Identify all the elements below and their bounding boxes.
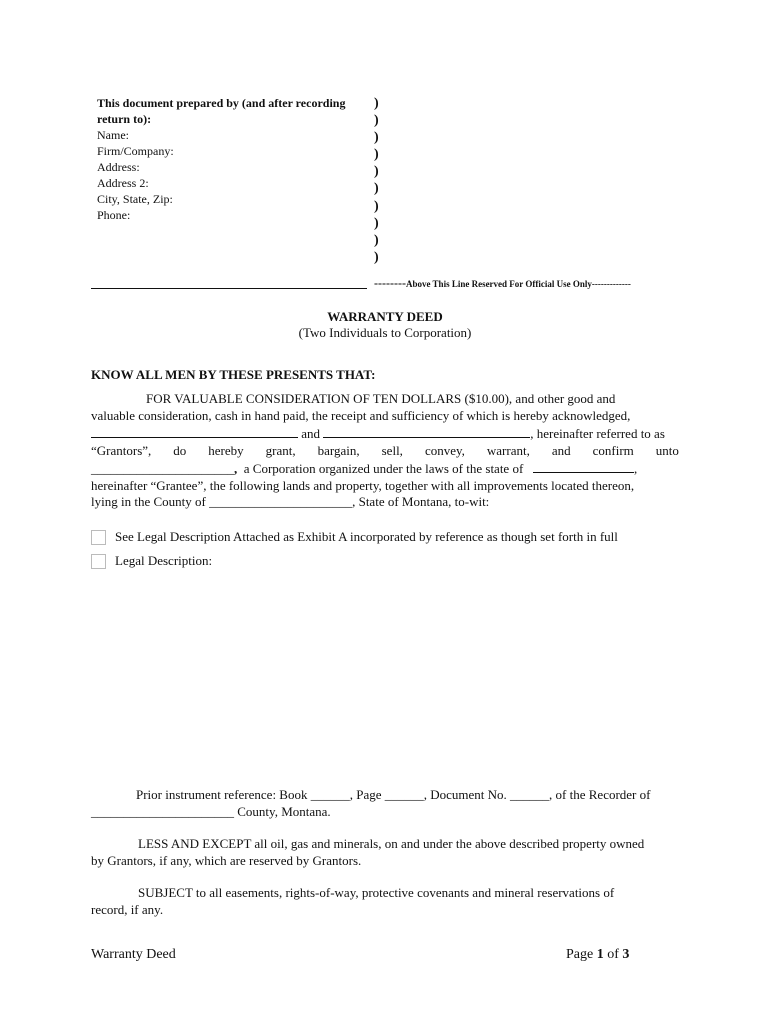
preparer-city-label: City, State, Zip: bbox=[97, 192, 173, 206]
document-subtitle: (Two Individuals to Corporation) bbox=[298, 325, 472, 340]
word: do bbox=[173, 442, 187, 458]
consideration-line-7 bbox=[91, 494, 679, 511]
subject-line-1: SUBJECT to all easements, rights-of-way, protective covenants and mineral reservations of bbox=[138, 885, 615, 900]
notice-dashes-left: -------- bbox=[374, 276, 406, 290]
document-title: WARRANTY DEED bbox=[327, 309, 443, 324]
state-blank[interactable] bbox=[533, 459, 634, 473]
preparer-heading: This document prepared by (and after recording bbox=[97, 96, 346, 110]
subject-line-2: record, if any. bbox=[91, 901, 164, 917]
grantee-comma: , bbox=[234, 461, 238, 476]
word: “Grantors”, bbox=[91, 442, 152, 458]
consideration-line-4 bbox=[91, 443, 679, 460]
bracket-paren: ) bbox=[374, 130, 379, 146]
bracket-paren: ) bbox=[374, 164, 379, 180]
consideration-text: FOR VALUABLE CONSIDERATION OF TEN DOLLARS ($10.00), and other good and bbox=[146, 391, 616, 406]
preparer-address-label: Address: bbox=[97, 160, 140, 174]
word: hereby bbox=[208, 442, 244, 458]
word: sell, bbox=[381, 442, 403, 458]
preparer-address2-label: Address 2: bbox=[97, 176, 149, 190]
legal-description-option[interactable] bbox=[91, 553, 212, 569]
prior-instrument-paragraph bbox=[91, 787, 679, 820]
recording-bracket bbox=[374, 95, 379, 266]
bracket-paren: ) bbox=[374, 113, 379, 129]
word: unto bbox=[655, 442, 679, 458]
exhibit-a-option[interactable] bbox=[91, 529, 618, 545]
know-all-men-heading: KNOW ALL MEN BY THESE PRESENTS THAT: bbox=[91, 367, 376, 382]
consideration-line-5 bbox=[91, 459, 679, 478]
referred-text: , hereinafter referred to as bbox=[530, 426, 665, 441]
exhibit-a-checkbox[interactable] bbox=[91, 530, 106, 545]
grantor-1-blank[interactable] bbox=[91, 424, 298, 438]
prior-line-1: Prior instrument reference: Book ______, Page ______, Document No. ______, of the Recorder of bbox=[136, 787, 651, 802]
and-text: and bbox=[301, 426, 321, 441]
prior-line-2: ______________________ County, Montana. bbox=[91, 803, 331, 819]
recording-divider-line bbox=[91, 288, 367, 289]
preparer-heading-return: return to): bbox=[97, 112, 152, 126]
word: confirm bbox=[592, 442, 634, 458]
of-word: of bbox=[607, 947, 619, 962]
preparer-name-label: Name: bbox=[97, 128, 129, 142]
bracket-paren: ) bbox=[374, 147, 379, 163]
notice-text: Above This Line Reserved For Official Use Only bbox=[405, 279, 592, 289]
bracket-paren: ) bbox=[374, 96, 379, 111]
consideration-line-6: hereinafter “Grantee”, the following lands and property, together with all improvements located thereon, bbox=[91, 477, 635, 493]
less-except-line-2: by Grantors, if any, which are reserved by Grantors. bbox=[91, 852, 362, 868]
consideration-line-2: valuable consideration, cash in hand paid, the receipt and sufficiency of which is hereby acknowledged, bbox=[91, 407, 631, 423]
subject-to-paragraph bbox=[91, 885, 679, 918]
preparer-block bbox=[97, 95, 372, 223]
bracket-paren: ) bbox=[374, 198, 379, 214]
document-title-block bbox=[0, 309, 770, 341]
bracket-paren: ) bbox=[374, 249, 379, 265]
grantee-blank[interactable]: ______________________ bbox=[91, 461, 234, 476]
consideration-line-1 bbox=[91, 391, 679, 408]
word: and bbox=[551, 442, 571, 458]
preparer-firm-label: Firm/Company: bbox=[97, 144, 174, 158]
word: convey, bbox=[424, 442, 465, 458]
notice-dashes-right: ------------- bbox=[591, 279, 631, 289]
word: warrant, bbox=[486, 442, 530, 458]
legal-description-label: Legal Description: bbox=[115, 553, 213, 568]
bracket-paren: ) bbox=[374, 232, 379, 248]
state-montana-text: , State of Montana, to-wit: bbox=[352, 494, 490, 509]
county-blank[interactable]: ______________________ bbox=[209, 494, 353, 509]
county-label: lying in the County of bbox=[91, 494, 206, 509]
consideration-paragraph bbox=[91, 391, 679, 511]
consideration-line-3 bbox=[91, 424, 679, 443]
legal-description-checkbox[interactable] bbox=[91, 554, 106, 569]
less-except-line-1: LESS AND EXCEPT all oil, gas and minerals, on and under the above described property owned bbox=[138, 836, 645, 851]
bracket-paren: ) bbox=[374, 181, 379, 197]
official-use-notice bbox=[374, 276, 631, 291]
current-page: 1 bbox=[596, 947, 604, 962]
footer-page-number bbox=[566, 947, 629, 963]
less-except-paragraph bbox=[91, 836, 679, 869]
page-word: Page bbox=[566, 947, 594, 962]
bracket-paren: ) bbox=[374, 215, 379, 231]
grantor-2-blank[interactable] bbox=[323, 424, 530, 438]
word: grant, bbox=[265, 442, 296, 458]
word: bargain, bbox=[317, 442, 360, 458]
preparer-phone-label: Phone: bbox=[97, 208, 131, 222]
footer-document-name: Warranty Deed bbox=[91, 947, 176, 962]
state-comma: , bbox=[634, 461, 638, 476]
corporation-text: a Corporation organized under the laws of the state of bbox=[243, 461, 524, 476]
total-pages: 3 bbox=[622, 947, 630, 962]
exhibit-a-label: See Legal Description Attached as Exhibit A incorporated by reference as though set forth in full bbox=[115, 529, 618, 544]
